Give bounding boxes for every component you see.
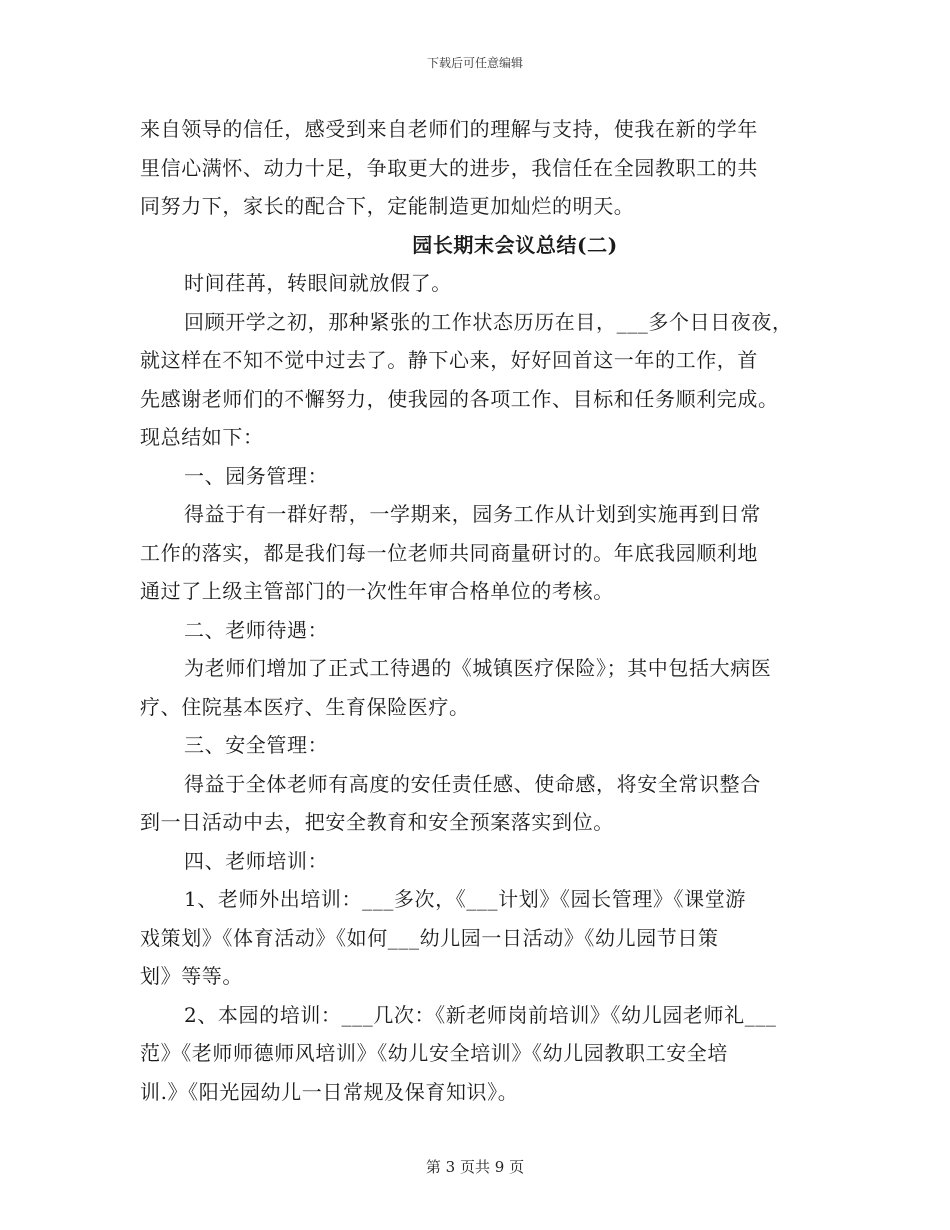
paragraph-line: 为老师们增加了正式工待遇的《城镇医疗保险》；其中包括大病医	[184, 656, 772, 680]
paragraph-line: 一、园务管理：	[184, 463, 329, 488]
section-body	[140, 264, 830, 1111]
paragraph-line: 范》《老师师德师风培训》《幼儿安全培训》《幼儿园教职工安全培	[140, 1041, 728, 1065]
paragraph-line: 通过了上级主管部门的一次性年审合格单位的考核。	[140, 579, 614, 603]
paragraph-line: 疗、住院基本医疗、生育保险医疗。	[140, 694, 470, 719]
header-note: 下载后可任意编辑	[426, 56, 523, 70]
paragraph-line: 得益于全体老师有高度的安任责任感、使命感，将安全常识整合	[184, 771, 761, 796]
paragraph-line: 1、老师外出培训：___多次，《___计划》《园长管理》《课堂游	[184, 887, 746, 911]
paragraph-line: 划》等等。	[140, 964, 243, 988]
paragraph-line: 戏策划》《体育活动》《如何___幼儿园一日活动》《幼儿园节日策	[140, 925, 719, 950]
paragraph-line: 同努力下，家长的配合下，定能制造更加灿烂的明天。	[140, 194, 635, 218]
paragraph-line: 工作的落实，都是我们每一位老师共同商量研讨的。年底我园顺利地	[140, 540, 758, 565]
paragraph-line: 先感谢老师们的不懈努力，使我园的各项工作、目标和任务顺利完成。	[140, 386, 779, 411]
paragraph-line: 时间荏苒，转眼间就放假了。	[184, 271, 452, 295]
paragraph-line: 二、老师待遇：	[184, 617, 329, 642]
paragraph-line: 三、安全管理：	[184, 733, 329, 757]
paragraph-line: 现总结如下：	[140, 425, 264, 449]
paragraph-line: 到一日活动中去，把安全教育和安全预案落实到位。	[140, 810, 614, 834]
paragraph-line: 就这样在不知不觉中过去了。静下心来，好好回首这一年的工作，首	[140, 348, 758, 372]
paragraph-line: 来自领导的信任，感受到来自老师们的理解与支持，使我在新的学年	[140, 117, 758, 141]
paragraph-line: 训.》《阳光园幼儿一日常规及保育知识》。	[140, 1079, 519, 1104]
paragraph-line: 回顾开学之初，那种紧张的工作状态历历在目，___多个日日夜夜，	[184, 309, 793, 334]
paragraph-line: 2、本园的培训：___几次：《新老师岗前培训》《幼儿园老师礼___	[184, 1002, 777, 1027]
paragraph-line: 里信心满怀、动力十足，争取更大的进步，我信任在全园教职工的共	[140, 155, 758, 180]
paragraph-line: 得益于有一群好帮，一学期来，园务工作从计划到实施再到日常	[184, 502, 761, 526]
document-body	[140, 110, 830, 1111]
section-title: 园长期末会议总结(二)	[412, 232, 618, 257]
page-number: 第 3 页共 9 页	[425, 1158, 525, 1176]
paragraph-line: 四、老师培训：	[184, 848, 329, 873]
